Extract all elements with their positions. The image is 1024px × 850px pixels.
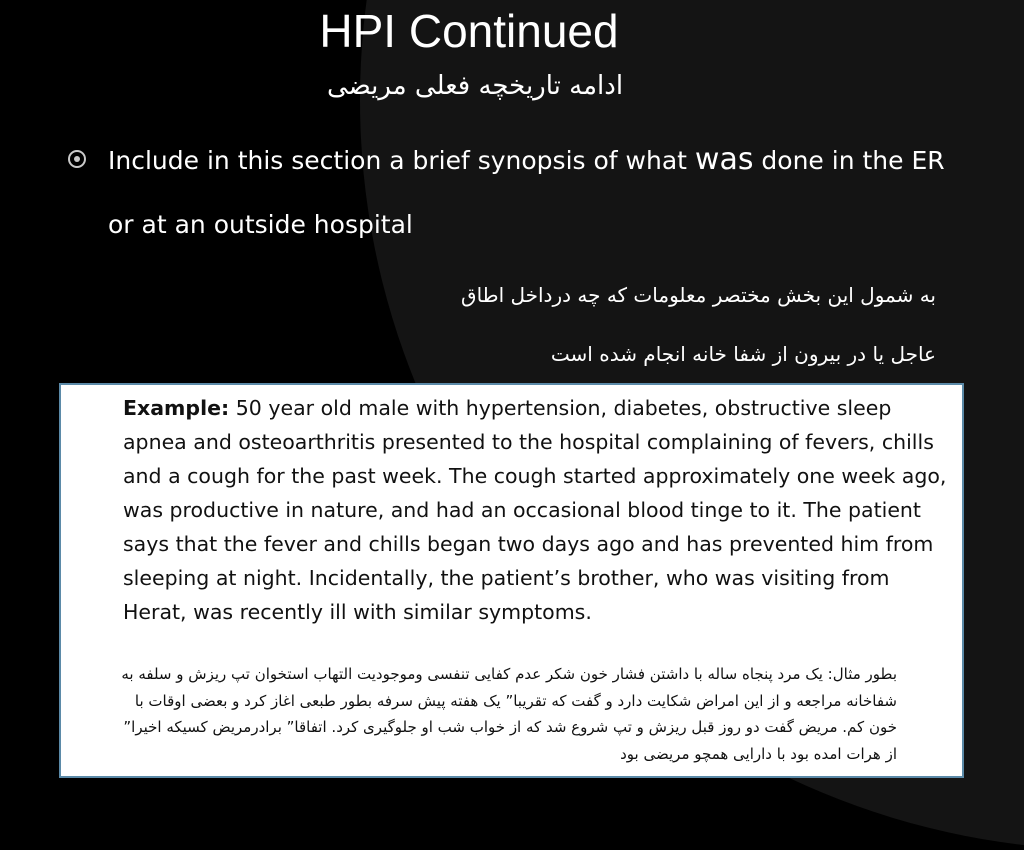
bullet-text-after: done in the ER or at an outside hospital <box>108 146 945 239</box>
example-text <box>123 391 959 629</box>
example-label: Example: <box>123 396 230 420</box>
slide-subtitle-fa: ادامه تاریخچه فعلی مریضی <box>326 71 624 101</box>
bullet-icon <box>68 150 86 168</box>
bullet-text <box>108 128 958 257</box>
bullet-text-before: Include in this section a brief synopsis of what <box>108 146 695 175</box>
example-body: 50 year old male with hypertension, diabetes, obstructive sleep apnea and osteoarthritis presented to the hospital complaining of fevers, chills and a cough for the past week. The cough started approximately one week ago, was productive in nature, and had an occasional blood tinge to it. The patient says that the fever and chills began two days ago and has prevented him from sleeping at night. Incidentally, the patient’s brother, who was visiting from Herat, was recently ill with similar symptoms. <box>123 396 947 624</box>
example-text-fa: بطور مثال: یک مرد پنجاه ساله با داشتن فشار خون شکر عدم کفایی تنفسی وموجودیت التهاب استخوان تپ ریزش و سلفه به شفاخانه مراجعه و از این امراض شکایت دارد و گفت که تقریبا” یک هفته پیش سرفه بطور طبعی اغاز کرد و بعضی اوقات با خون کم. مریض گفت دو روز قبل ریزش و تپ شروع شد که از خواب شب او جلوگیری کرد. اتفاقا” برادرمریض کسیکه اخیرا” از هرات امده بود با دارایی همچو مریضی بود <box>121 665 897 763</box>
slide-title: HPI Continued <box>319 5 619 57</box>
bullet-fa-line-1: به شمول این بخش مختصر معلومات که چه درداخل اطاق <box>461 283 936 307</box>
bullet-fa-line-2: عاجل یا در بیرون از شفا خانه انجام شده است <box>550 342 936 366</box>
bullet-text-emphasis: was <box>694 142 754 177</box>
example-box <box>59 383 964 778</box>
